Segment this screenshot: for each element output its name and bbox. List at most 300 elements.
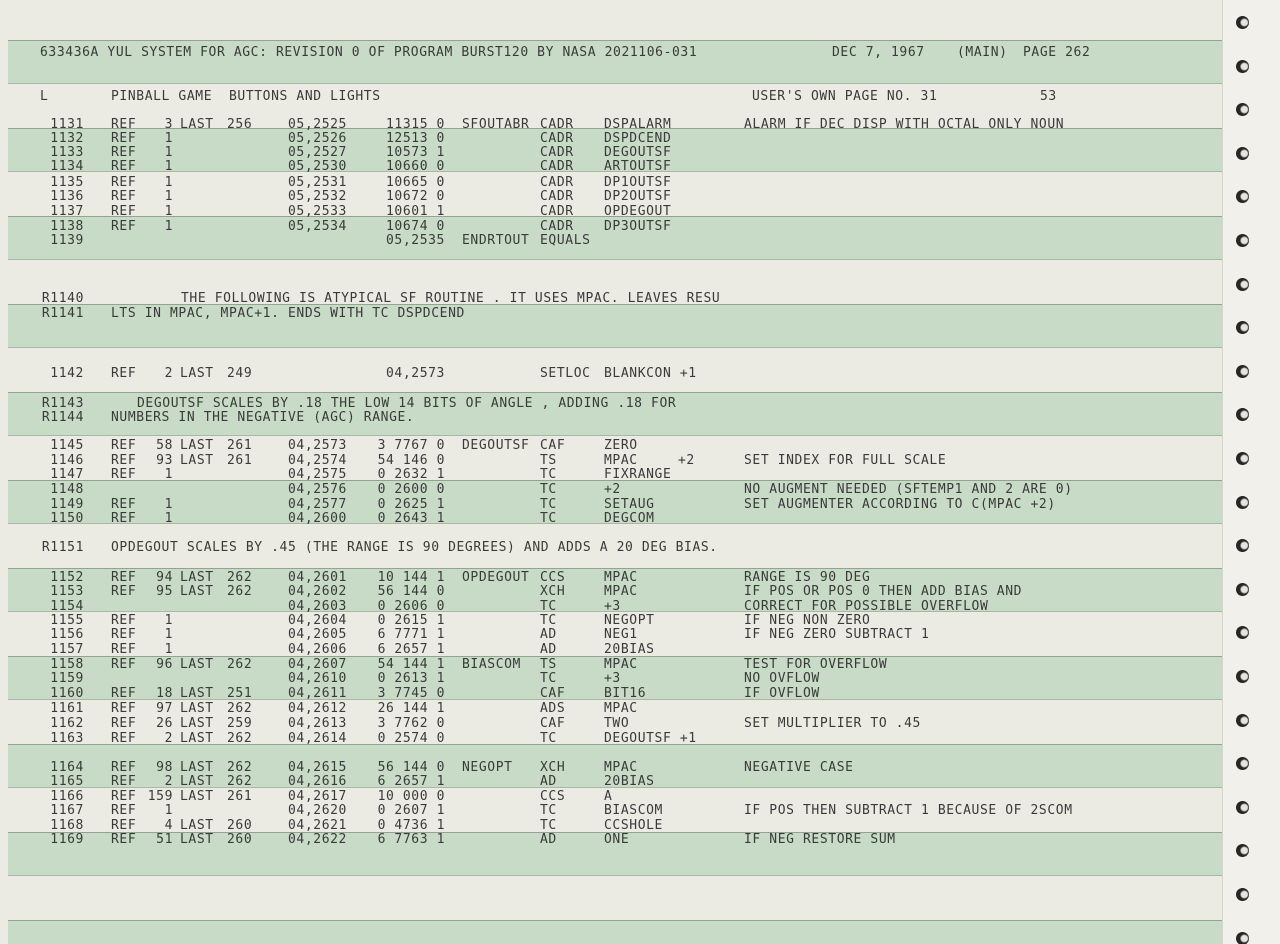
listing-line — [0, 204, 1222, 219]
octal-word: 6 2657 1 — [377, 642, 445, 657]
ref-count: 1 — [164, 497, 173, 512]
operand: +2 — [604, 482, 621, 497]
symbol-label: NEGOPT — [462, 760, 513, 775]
ref-label: REF — [111, 642, 137, 657]
opcode: EQUALS — [540, 233, 591, 248]
remark-line — [0, 540, 1222, 555]
line-number: 1169 — [50, 832, 84, 847]
address: 04,2620 — [288, 803, 347, 818]
octal-word: 10674 0 — [386, 219, 445, 234]
log-page-number: 53 — [1040, 89, 1057, 104]
line-number: R1151 — [41, 540, 84, 555]
address: 04,2613 — [288, 716, 347, 731]
header-title: 633436A YUL SYSTEM FOR AGC: REVISION 0 OF PROGRAM BURST120 BY NASA 2021106-031 — [40, 45, 698, 60]
operand: MPAC — [604, 760, 638, 775]
octal-word: 3 7767 0 — [377, 438, 445, 453]
line-number: 1167 — [50, 803, 84, 818]
line-number: 1131 — [50, 117, 84, 132]
line-number: 1147 — [50, 467, 84, 482]
line-number: 1161 — [50, 701, 84, 716]
listing-line — [0, 716, 1222, 731]
octal-word: 10 000 0 — [377, 789, 445, 804]
last-page: 259 — [227, 716, 253, 731]
opcode: CADR — [540, 145, 574, 160]
line-number: 1168 — [50, 818, 84, 833]
octal-word: 0 2632 1 — [377, 467, 445, 482]
octal-word: 10 144 1 — [377, 570, 445, 585]
opcode: TC — [540, 818, 557, 833]
last-page: 262 — [227, 701, 253, 716]
address: 04,2575 — [288, 467, 347, 482]
last-label: LAST — [180, 731, 214, 746]
operand-modifier: +2 — [678, 453, 695, 468]
comment: NO AUGMENT NEEDED (SFTEMP1 AND 2 ARE 0) — [744, 482, 1073, 497]
remark-text: OPDEGOUT SCALES BY .45 (THE RANGE IS 90 DEGREES) AND ADDS A 20 DEG BIAS. — [111, 540, 718, 555]
operand: DEGCOM — [604, 511, 655, 526]
last-label: LAST — [180, 366, 214, 381]
ref-label: REF — [111, 731, 137, 746]
listing-line — [0, 175, 1222, 190]
octal-word: 0 2625 1 — [377, 497, 445, 512]
header-date: DEC 7, 1967 — [832, 45, 925, 60]
line-number: 1148 — [50, 482, 84, 497]
ref-count: 1 — [164, 803, 173, 818]
opcode: TS — [540, 453, 557, 468]
octal-word: 0 2606 0 — [377, 599, 445, 614]
operand: MPAC — [604, 570, 638, 585]
octal-word: 6 7771 1 — [377, 627, 445, 642]
ref-label: REF — [111, 175, 137, 190]
ref-label: REF — [111, 145, 137, 160]
ref-count: 1 — [164, 145, 173, 160]
ref-count: 1 — [164, 511, 173, 526]
opcode: ADS — [540, 701, 566, 716]
ref-label: REF — [111, 613, 137, 628]
octal-word: 0 2613 1 — [377, 671, 445, 686]
operand: DSPDCEND — [604, 131, 672, 146]
symbol-label: SFOUTABR — [462, 117, 530, 132]
listing-line — [0, 832, 1222, 847]
address: 05,2533 — [288, 204, 347, 219]
line-number: 1162 — [50, 716, 84, 731]
listing-line — [0, 671, 1222, 686]
octal-word: 26 144 1 — [377, 701, 445, 716]
address: 05,2532 — [288, 189, 347, 204]
operand: ONE — [604, 832, 630, 847]
ref-count: 1 — [164, 131, 173, 146]
line-number: 1163 — [50, 731, 84, 746]
ref-count: 98 — [156, 760, 173, 775]
ref-count: 97 — [156, 701, 173, 716]
ref-count: 1 — [164, 613, 173, 628]
listing-line — [0, 233, 1222, 248]
line-number: 1159 — [50, 671, 84, 686]
remark-text: DEGOUTSF SCALES BY .18 THE LOW 14 BITS OF ANGLE , ADDING .18 FOR — [137, 396, 677, 411]
octal-word: 12513 0 — [386, 131, 445, 146]
listing-line — [0, 599, 1222, 614]
comment: IF NEG ZERO SUBTRACT 1 — [744, 627, 930, 642]
line-number: 1158 — [50, 657, 84, 672]
ref-count: 96 — [156, 657, 173, 672]
line-number: 1146 — [50, 453, 84, 468]
ref-count: 2 — [164, 366, 173, 381]
ref-label: REF — [111, 467, 137, 482]
ref-label: REF — [111, 189, 137, 204]
ref-count: 51 — [156, 832, 173, 847]
listing-line — [0, 467, 1222, 482]
listing-line — [0, 731, 1222, 746]
octal-word: 0 4736 1 — [377, 818, 445, 833]
octal-word: 11315 0 — [386, 117, 445, 132]
ref-label: REF — [111, 570, 137, 585]
last-page: 262 — [227, 584, 253, 599]
last-label: LAST — [180, 774, 214, 789]
last-label: LAST — [180, 760, 214, 775]
ref-label: REF — [111, 219, 137, 234]
comment: RANGE IS 90 DEG — [744, 570, 871, 585]
octal-word: 0 2574 0 — [377, 731, 445, 746]
opcode: SETLOC — [540, 366, 591, 381]
address: 04,2611 — [288, 686, 347, 701]
line-number: R1143 — [41, 396, 84, 411]
line-number: R1144 — [41, 410, 84, 425]
operand: MPAC — [604, 657, 638, 672]
opcode: TC — [540, 613, 557, 628]
ref-label: REF — [111, 159, 137, 174]
comment: SET INDEX FOR FULL SCALE — [744, 453, 947, 468]
opcode: AD — [540, 627, 557, 642]
address: 04,2600 — [288, 511, 347, 526]
opcode: AD — [540, 642, 557, 657]
octal-word: 6 7763 1 — [377, 832, 445, 847]
ref-count: 1 — [164, 159, 173, 174]
opcode: CCS — [540, 570, 566, 585]
address: 05,2527 — [288, 145, 347, 160]
last-page: 261 — [227, 789, 253, 804]
ref-count: 1 — [164, 642, 173, 657]
line-number: 1132 — [50, 131, 84, 146]
octal-word: 0 2643 1 — [377, 511, 445, 526]
ref-label: REF — [111, 627, 137, 642]
symbol-label: ENDRTOUT — [462, 233, 530, 248]
operand: MPAC — [604, 453, 638, 468]
opcode: TC — [540, 599, 557, 614]
address: 05,2526 — [288, 131, 347, 146]
octal-word: 10601 1 — [386, 204, 445, 219]
operand: BLANKCON +1 — [604, 366, 697, 381]
last-page: 262 — [227, 731, 253, 746]
comment: TEST FOR OVERFLOW — [744, 657, 888, 672]
line-number: R1140 — [41, 291, 84, 306]
octal-word: 56 144 0 — [377, 584, 445, 599]
last-page: 262 — [227, 570, 253, 585]
address: 04,2622 — [288, 832, 347, 847]
listing-line — [0, 642, 1222, 657]
opcode: CADR — [540, 159, 574, 174]
opcode: CCS — [540, 789, 566, 804]
operand: MPAC — [604, 701, 638, 716]
address: 04,2610 — [288, 671, 347, 686]
ref-label: REF — [111, 497, 137, 512]
listing-line — [0, 497, 1222, 512]
ref-label: REF — [111, 701, 137, 716]
listing-line — [0, 570, 1222, 585]
opcode: CADR — [540, 131, 574, 146]
address: 05,2534 — [288, 219, 347, 234]
octal-word: 56 144 0 — [377, 760, 445, 775]
ref-count: 1 — [164, 204, 173, 219]
operand: NEG1 — [604, 627, 638, 642]
last-page: 262 — [227, 760, 253, 775]
opcode: CAF — [540, 438, 566, 453]
ref-count: 1 — [164, 219, 173, 234]
listing-line — [0, 803, 1222, 818]
ref-label: REF — [111, 716, 137, 731]
address: 04,2602 — [288, 584, 347, 599]
octal-word: 10665 0 — [386, 175, 445, 190]
operand: +3 — [604, 671, 621, 686]
operand: BIT16 — [604, 686, 647, 701]
line-number: 1142 — [50, 366, 84, 381]
operand: FIXRANGE — [604, 467, 672, 482]
opcode: CAF — [540, 686, 566, 701]
operand: 20BIAS — [604, 642, 655, 657]
octal-word: 3 7762 0 — [377, 716, 445, 731]
user-page-number: USER'S OWN PAGE NO. 31 — [752, 89, 938, 104]
remark-text: NUMBERS IN THE NEGATIVE (AGC) RANGE. — [111, 410, 415, 425]
ref-label: REF — [111, 803, 137, 818]
line-number: 1165 — [50, 774, 84, 789]
octal-word: 10660 0 — [386, 159, 445, 174]
line-number: 1139 — [50, 233, 84, 248]
opcode: CADR — [540, 204, 574, 219]
ref-count: 26 — [156, 716, 173, 731]
ref-label: REF — [111, 117, 137, 132]
listing-line — [0, 613, 1222, 628]
address: 04,2574 — [288, 453, 347, 468]
line-number: 1157 — [50, 642, 84, 657]
address: 04,2616 — [288, 774, 347, 789]
symbol-label: BIASCOM — [462, 657, 521, 672]
ref-count: 4 — [164, 818, 173, 833]
ref-count: 18 — [156, 686, 173, 701]
ref-label: REF — [111, 131, 137, 146]
last-label: LAST — [180, 818, 214, 833]
last-label: LAST — [180, 701, 214, 716]
operand: BIASCOM — [604, 803, 663, 818]
remark-line — [0, 291, 1222, 306]
line-number: 1166 — [50, 789, 84, 804]
last-page: 260 — [227, 818, 253, 833]
symbol-label: OPDEGOUT — [462, 570, 530, 585]
ref-label: REF — [111, 832, 137, 847]
octal-word: 54 146 0 — [377, 453, 445, 468]
section-title: PINBALL GAME BUTTONS AND LIGHTS — [111, 89, 381, 104]
opcode: CADR — [540, 189, 574, 204]
ref-label: REF — [111, 511, 137, 526]
opcode: AD — [540, 832, 557, 847]
address: 04,2576 — [288, 482, 347, 497]
ref-label: REF — [111, 366, 137, 381]
address: 04,2621 — [288, 818, 347, 833]
opcode: AD — [540, 774, 557, 789]
octal-word: 10672 0 — [386, 189, 445, 204]
octal-word: 04,2573 — [386, 366, 445, 381]
line-number: 1149 — [50, 497, 84, 512]
listing-line — [0, 189, 1222, 204]
octal-word: 10573 1 — [386, 145, 445, 160]
octal-word: 0 2600 0 — [377, 482, 445, 497]
listing-line — [0, 131, 1222, 146]
operand: ARTOUTSF — [604, 159, 672, 174]
symbol-label: DEGOUTSF — [462, 438, 530, 453]
operand: MPAC — [604, 584, 638, 599]
last-page: 261 — [227, 438, 253, 453]
operand: OPDEGOUT — [604, 204, 672, 219]
line-number: 1155 — [50, 613, 84, 628]
ref-count: 2 — [164, 774, 173, 789]
listing-line — [0, 219, 1222, 234]
opcode: CADR — [540, 219, 574, 234]
line-number: 1156 — [50, 627, 84, 642]
ref-count: 95 — [156, 584, 173, 599]
line-number: 1154 — [50, 599, 84, 614]
ref-count: 2 — [164, 731, 173, 746]
last-label: LAST — [180, 657, 214, 672]
listing-line — [0, 453, 1222, 468]
ref-label: REF — [111, 774, 137, 789]
ref-label: REF — [111, 438, 137, 453]
operand: 20BIAS — [604, 774, 655, 789]
opcode: TC — [540, 497, 557, 512]
operand: DP2OUTSF — [604, 189, 672, 204]
last-page: 249 — [227, 366, 253, 381]
address: 04,2612 — [288, 701, 347, 716]
ref-count: 1 — [164, 467, 173, 482]
ref-count: 58 — [156, 438, 173, 453]
address: 04,2607 — [288, 657, 347, 672]
line-number: 1133 — [50, 145, 84, 160]
log-section-code: L — [40, 89, 49, 104]
octal-word: 0 2615 1 — [377, 613, 445, 628]
line-number: 1150 — [50, 511, 84, 526]
ref-count: 94 — [156, 570, 173, 585]
opcode: TC — [540, 671, 557, 686]
address: 04,2603 — [288, 599, 347, 614]
opcode: TC — [540, 731, 557, 746]
opcode: TC — [540, 511, 557, 526]
ref-count: 1 — [164, 189, 173, 204]
ref-label: REF — [111, 584, 137, 599]
operand: SETAUG — [604, 497, 655, 512]
address: 04,2577 — [288, 497, 347, 512]
address: 04,2605 — [288, 627, 347, 642]
operand: DSPALARM — [604, 117, 672, 132]
remark-line — [0, 306, 1222, 321]
listing-line — [0, 789, 1222, 804]
last-page: 260 — [227, 832, 253, 847]
address: 05,2530 — [288, 159, 347, 174]
opcode: TS — [540, 657, 557, 672]
remark-text: THE FOLLOWING IS ATYPICAL SF ROUTINE . IT USES MPAC. LEAVES RESU — [181, 291, 721, 306]
comment: IF POS THEN SUBTRACT 1 BECAUSE OF 2SCOM — [744, 803, 1073, 818]
listing-line — [0, 145, 1222, 160]
ref-count: 3 — [164, 117, 173, 132]
address: 05,2525 — [288, 117, 347, 132]
ref-count: 159 — [147, 789, 173, 804]
ref-count: 1 — [164, 175, 173, 190]
line-number: 1135 — [50, 175, 84, 190]
listing-line — [0, 511, 1222, 526]
address: 04,2604 — [288, 613, 347, 628]
last-label: LAST — [180, 716, 214, 731]
last-label: LAST — [180, 686, 214, 701]
operand: DEGOUTSF — [604, 145, 672, 160]
last-page: 262 — [227, 774, 253, 789]
opcode: CADR — [540, 175, 574, 190]
octal-word: 05,2535 — [386, 233, 445, 248]
listing-line — [0, 584, 1222, 599]
operand: DP1OUTSF — [604, 175, 672, 190]
operand: CCSHOLE — [604, 818, 663, 833]
operand: TWO — [604, 716, 630, 731]
remark-text: LTS IN MPAC, MPAC+1. ENDS WITH TC DSPDCEND — [111, 306, 465, 321]
operand: ZERO — [604, 438, 638, 453]
opcode: CADR — [540, 117, 574, 132]
listing-line — [0, 686, 1222, 701]
listing-line — [0, 818, 1222, 833]
line-number: 1153 — [50, 584, 84, 599]
comment: SET AUGMENTER ACCORDING TO C(MPAC +2) — [744, 497, 1056, 512]
ref-count: 1 — [164, 627, 173, 642]
address: 05,2531 — [288, 175, 347, 190]
listing-line — [0, 760, 1222, 775]
opcode: XCH — [540, 584, 566, 599]
ref-label: REF — [111, 204, 137, 219]
last-page: 251 — [227, 686, 253, 701]
last-label: LAST — [180, 117, 214, 132]
ref-label: REF — [111, 657, 137, 672]
listing-line — [0, 366, 1222, 381]
opcode: XCH — [540, 760, 566, 775]
last-label: LAST — [180, 570, 214, 585]
octal-word: 54 144 1 — [377, 657, 445, 672]
line-number: 1152 — [50, 570, 84, 585]
address: 04,2614 — [288, 731, 347, 746]
last-page: 256 — [227, 117, 253, 132]
ref-label: REF — [111, 818, 137, 833]
octal-word: 0 2607 1 — [377, 803, 445, 818]
operand: NEGOPT — [604, 613, 655, 628]
remark-line — [0, 396, 1222, 411]
listing-line — [0, 627, 1222, 642]
operand: DEGOUTSF +1 — [604, 731, 697, 746]
last-label: LAST — [180, 789, 214, 804]
opcode: TC — [540, 467, 557, 482]
line-number: 1145 — [50, 438, 84, 453]
octal-word: 3 7745 0 — [377, 686, 445, 701]
ref-count: 93 — [156, 453, 173, 468]
listing-line — [0, 774, 1222, 789]
comment: IF OVFLOW — [744, 686, 820, 701]
header-page-number: PAGE 262 — [1023, 45, 1091, 60]
listing-line — [0, 701, 1222, 716]
octal-word: 6 2657 1 — [377, 774, 445, 789]
address: 04,2601 — [288, 570, 347, 585]
line-number: 1138 — [50, 219, 84, 234]
comment: SET MULTIPLIER TO .45 — [744, 716, 921, 731]
comment: CORRECT FOR POSSIBLE OVERFLOW — [744, 599, 989, 614]
